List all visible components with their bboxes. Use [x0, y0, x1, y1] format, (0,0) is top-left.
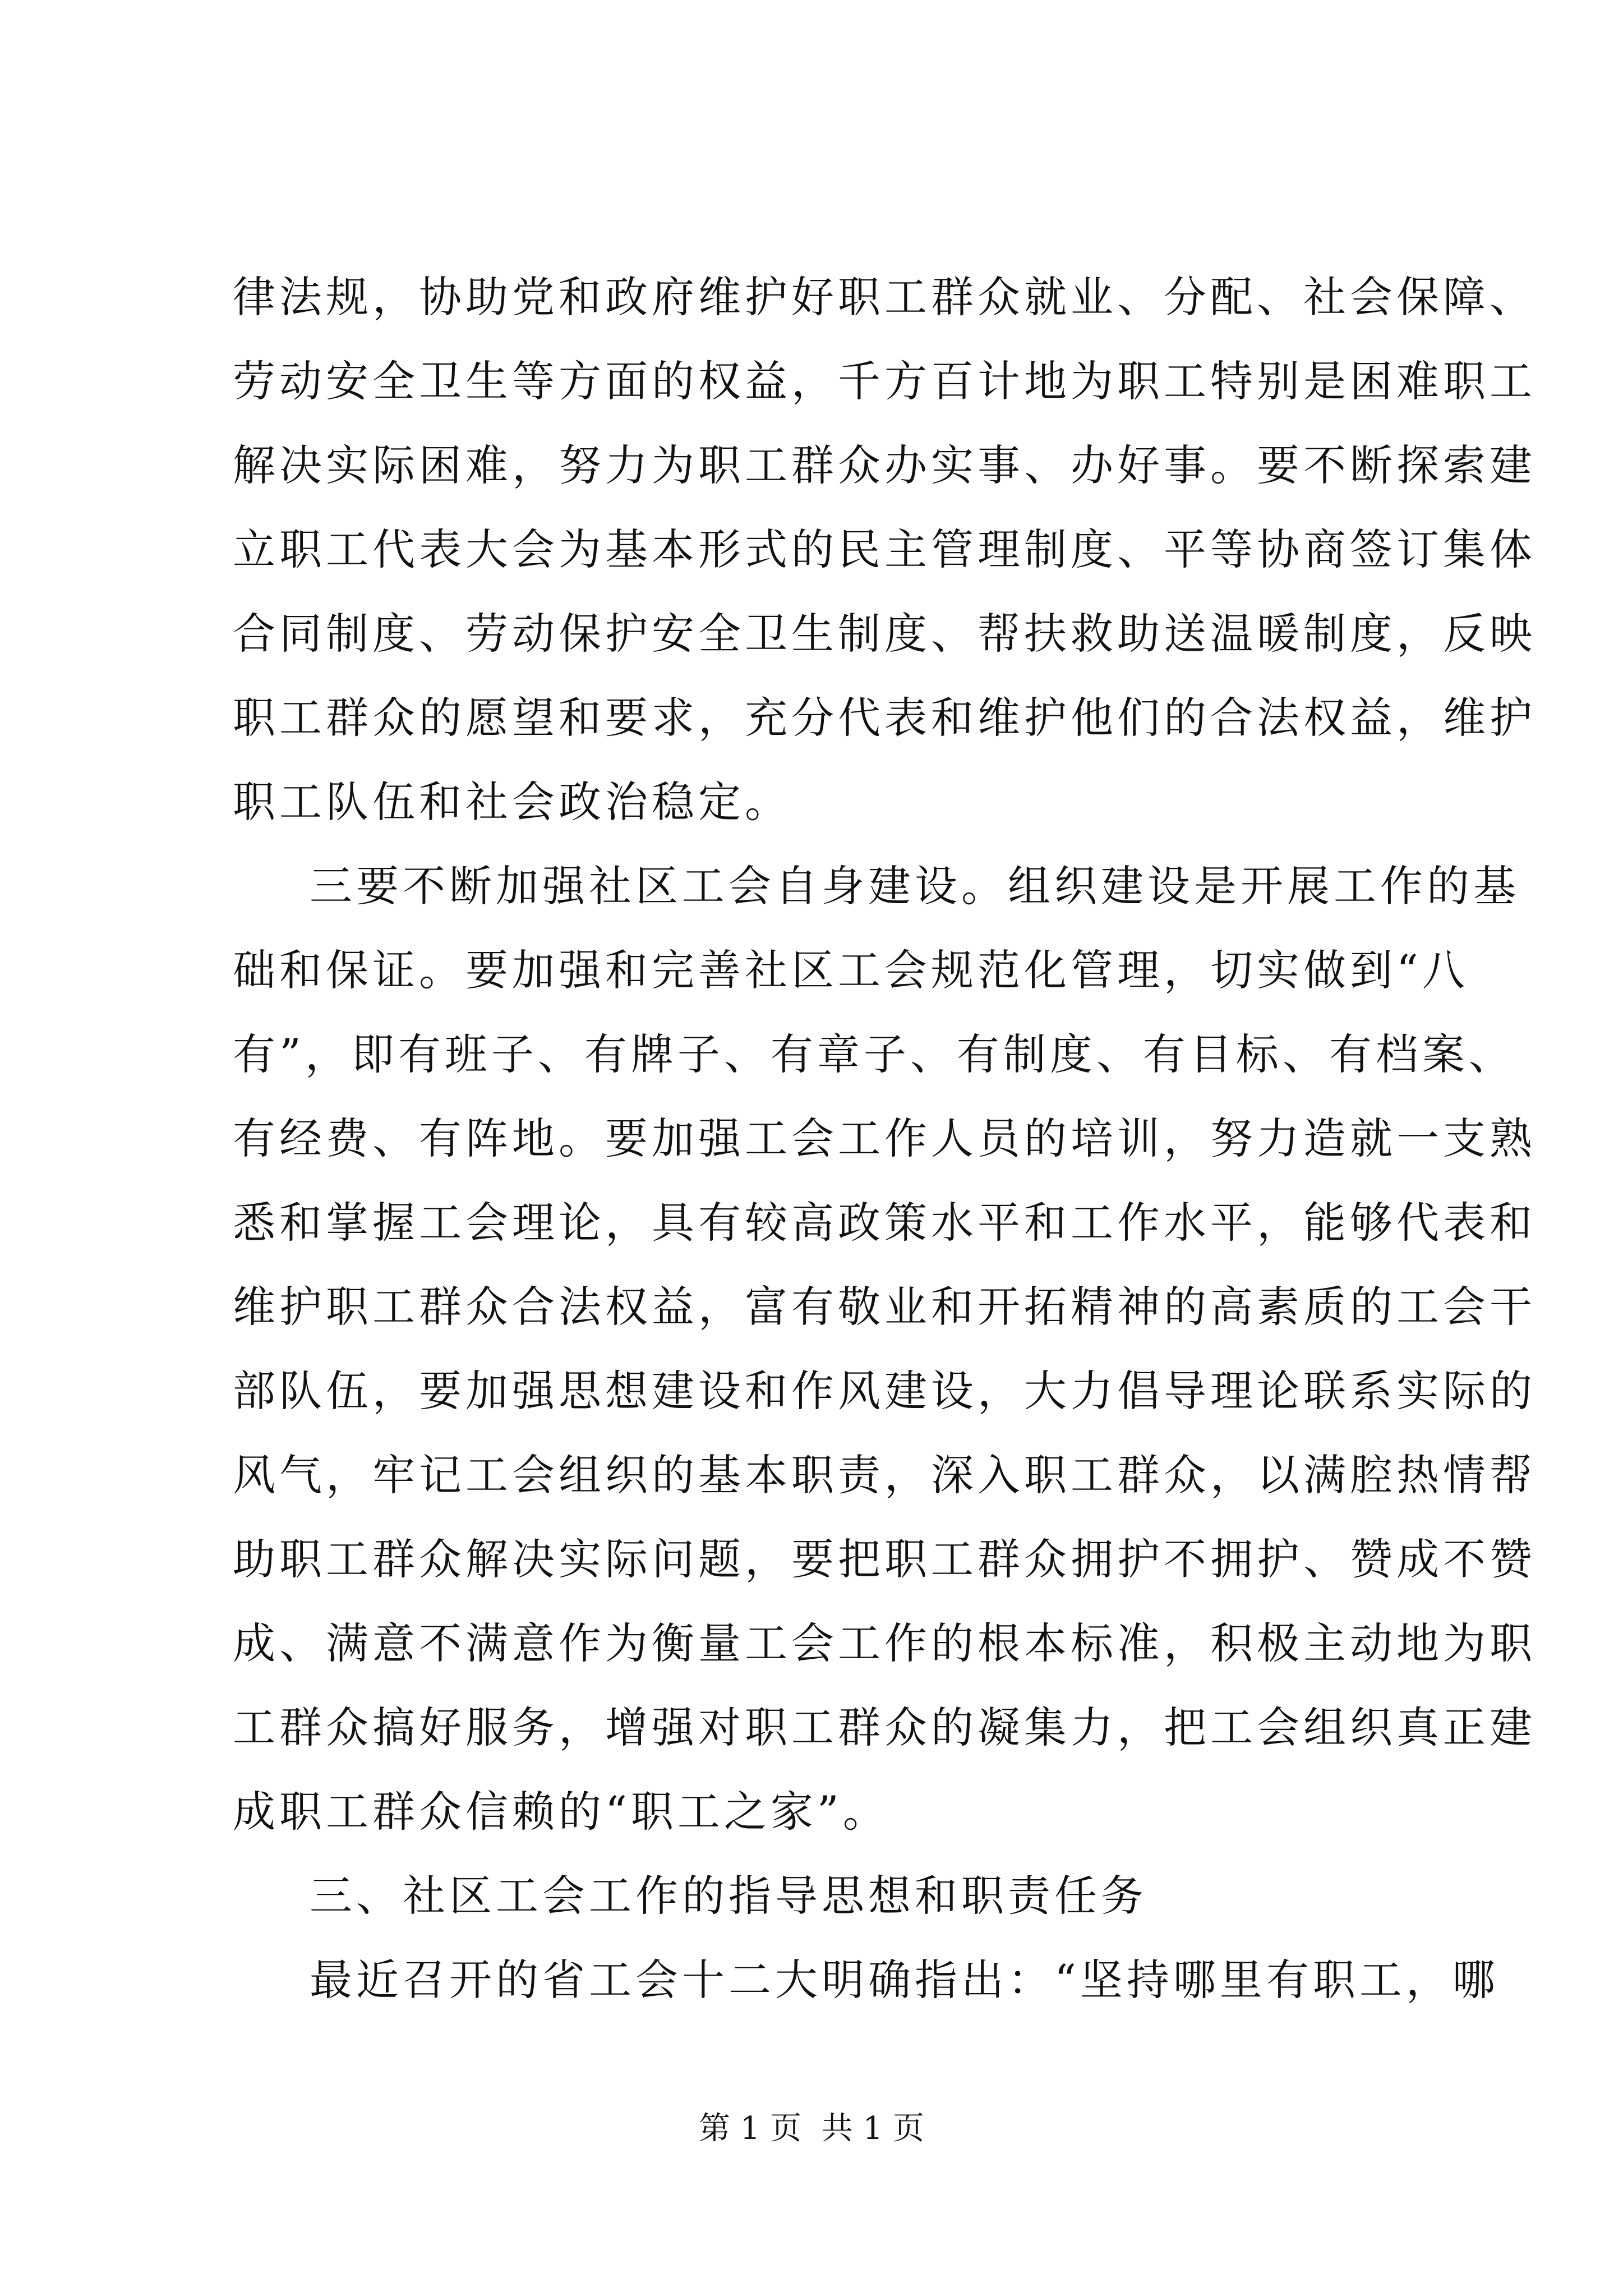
text-line-17: 成、满意不满意作为衡量工会工作的根本标准，积极主动地为职: [233, 1618, 1536, 1668]
text-line-2: 劳动安全卫生等方面的权益，千方百计地为职工特别是困难职工: [233, 356, 1536, 406]
page-number: 第 1 页 共 1 页: [698, 2110, 925, 2147]
text-line-19: 成职工群众信赖的“职工之家”。: [233, 1787, 889, 1837]
text-line-9: 础和保证。要加强和完善社区工会规范化管理，切实做到“八: [233, 945, 1469, 995]
text-line-6: 职工群众的愿望和要求，充分代表和维护他们的合法权益，维护: [233, 693, 1536, 743]
page-footer: [0, 2106, 1623, 2151]
text-line-5: 合同制度、劳动保护安全卫生制度、帮扶救助送温暖制度，反映: [233, 609, 1536, 659]
text-line-1: 律法规，协助党和政府维护好职工群众就业、分配、社会保障、: [233, 272, 1536, 322]
text-line-21: 最近召开的省工会十二大明确指出：“坚持哪里有职工，哪: [310, 1955, 1499, 2005]
text-line-7: 职工队伍和社会政治稳定。: [233, 777, 791, 827]
text-line-12: 悉和掌握工会理论，具有较高政策水平和工作水平，能够代表和: [233, 1198, 1536, 1248]
text-line-13: 维护职工群众合法权益，富有敬业和开拓精神的高素质的工会干: [233, 1282, 1536, 1332]
text-line-14: 部队伍，要加强思想建设和作风建设，大力倡导理论联系实际的: [233, 1366, 1536, 1416]
text-line-15: 风气，牢记工会组织的基本职责，深入职工群众，以满腔热情帮: [233, 1450, 1536, 1500]
section-heading: 三、社区工会工作的指导思想和职责任务: [310, 1871, 1147, 1921]
text-line-10: 有”，即有班子、有牌子、有章子、有制度、有目标、有档案、: [233, 1029, 1515, 1079]
text-line-8: 三要不断加强社区工会自身建设。组织建设是开展工作的基: [310, 861, 1520, 911]
text-line-16: 助职工群众解决实际问题，要把职工群众拥护不拥护、赞成不赞: [233, 1534, 1536, 1584]
text-line-3: 解决实际困难，努力为职工群众办实事、办好事。要不断探索建: [233, 440, 1536, 490]
text-line-4: 立职工代表大会为基本形式的民主管理制度、平等协商签订集体: [233, 524, 1536, 574]
text-line-18: 工群众搞好服务，增强对职工群众的凝集力，把工会组织真正建: [233, 1703, 1536, 1752]
text-line-11: 有经费、有阵地。要加强工会工作人员的培训，努力造就一支熟: [233, 1114, 1536, 1163]
